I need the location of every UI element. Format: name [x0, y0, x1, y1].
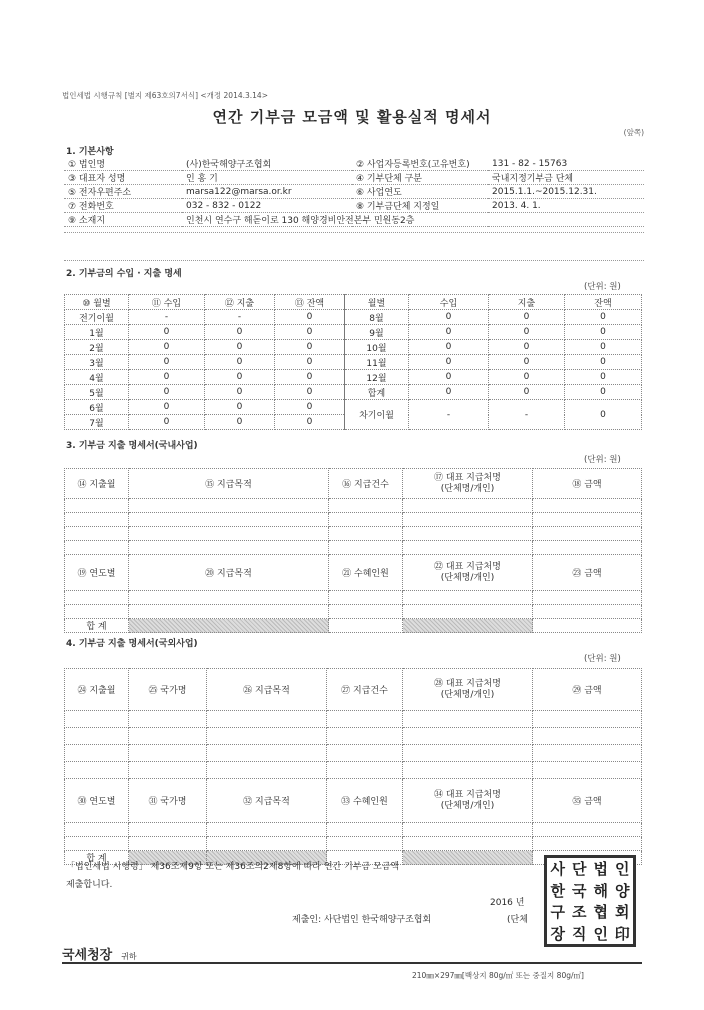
overseas-h-year: ㉚ 연도별: [65, 779, 129, 823]
seal-character: 직: [572, 924, 587, 943]
section-1-title: 1. 기본사항: [66, 147, 114, 157]
basic-info-l-value: marsa122@marsa.or.kr: [182, 185, 352, 199]
carry-forward-cell: -: [409, 400, 489, 430]
income-cell: 0: [205, 340, 275, 355]
seal-character: 법: [593, 860, 608, 879]
basic-info-r-label: ⑥ 사업연도: [352, 185, 488, 199]
income-cell: 9월: [345, 325, 409, 340]
income-cell: 0: [565, 325, 642, 340]
income-cell: 0: [565, 385, 642, 400]
basic-info-address-row: [64, 213, 644, 227]
domestic-h-recipient-2: ㉒ 대표 지급처명 (단체명/개인): [403, 555, 533, 591]
section-4-title: 4. 기부금 지출 명세서(국외사업): [66, 639, 198, 649]
domestic-header-row-1: [65, 469, 642, 499]
seal-hint: (단체: [507, 915, 528, 925]
basic-info-r-label: ⑧ 기부금단체 지정일: [352, 199, 488, 213]
basic-info-table: [64, 157, 644, 227]
domestic-h-beneficiaries: ㉑ 수혜인원: [329, 555, 403, 591]
income-cell: 0: [565, 310, 642, 325]
recipient: 국세청장: [62, 948, 113, 963]
seal-character: 사: [550, 860, 565, 879]
income-header-cell: ⑪ 수입: [129, 295, 205, 310]
basic-info-row: [64, 199, 644, 213]
seal-character: 협: [593, 903, 608, 922]
document-title: 연간 기부금 모금액 및 활용실적 명세서: [212, 108, 492, 126]
seal-character: 印: [614, 924, 630, 943]
domestic-total-label: 합 계: [65, 619, 129, 633]
overseas-total-label: 합 계: [65, 851, 129, 865]
domestic-h-year: ⑲ 연도별: [65, 555, 129, 591]
income-cell: 0: [129, 400, 205, 415]
carry-forward-cell: 차기이월: [345, 400, 409, 430]
income-cell: 0: [489, 310, 565, 325]
section-3-unit: (단위: 원): [584, 455, 621, 465]
income-cell: 0: [409, 325, 489, 340]
income-cell: 0: [205, 355, 275, 370]
basic-info-r-label: ④ 기부단체 구분: [352, 171, 488, 185]
income-cell: 0: [489, 355, 565, 370]
income-row: [65, 370, 642, 385]
income-cell: 0: [205, 415, 275, 430]
income-cell: -: [129, 310, 205, 325]
income-cell: 6월: [65, 400, 129, 415]
recipient-suffix: 귀하: [121, 952, 137, 961]
submission-year: 2016 년: [490, 898, 525, 908]
income-cell: 0: [205, 385, 275, 400]
income-cell: 0: [205, 400, 275, 415]
basic-info-l-value: 032 - 832 - 0122: [182, 199, 352, 213]
domestic-h-count: ⑯ 지급건수: [329, 469, 403, 499]
domestic-expense-table: [64, 468, 642, 633]
income-header-cell: 잔액: [565, 295, 642, 310]
income-cell: 5월: [65, 385, 129, 400]
overseas-h-purpose-2: ㉜ 지급목적: [207, 779, 327, 823]
overseas-header-row-1: [65, 669, 642, 711]
income-cell: 0: [129, 340, 205, 355]
statement-line-2: 제출합니다.: [66, 880, 113, 890]
basic-info-r-label: ② 사업자등록번호(고유번호): [352, 157, 488, 171]
income-cell: 0: [275, 325, 345, 340]
overseas-h-amount-2: ㉟ 금액: [533, 779, 642, 823]
income-expense-table: [64, 294, 642, 430]
basic-info-l-label: ① 법인명: [64, 157, 182, 171]
income-cell: 3월: [65, 355, 129, 370]
domestic-h-purpose-2: ⑳ 지급목적: [129, 555, 329, 591]
income-cell: 0: [409, 355, 489, 370]
income-cell: 0: [129, 325, 205, 340]
domestic-h-purpose: ⑮ 지급목적: [129, 469, 329, 499]
seal-character: 장: [550, 924, 565, 943]
basic-info-l-label: ③ 대표자 성명: [64, 171, 182, 185]
income-cell: 0: [205, 325, 275, 340]
section-2-unit: (단위: 원): [584, 282, 621, 292]
domestic-h-month: ⑭ 지출월: [65, 469, 129, 499]
section-2-title: 2. 기부금의 수입 · 지출 명세: [66, 269, 182, 279]
domestic-h-amount-2: ㉓ 금액: [533, 555, 642, 591]
income-cell: 0: [275, 310, 345, 325]
income-cell: 0: [129, 385, 205, 400]
seal-character: 구: [550, 903, 565, 922]
income-header-cell: 월별: [345, 295, 409, 310]
overseas-h-country-2: ㉛ 국가명: [129, 779, 207, 823]
basic-info-r-value: 2013. 4. 1.: [488, 199, 644, 213]
section-4-unit: (단위: 원): [584, 654, 621, 664]
income-cell: 10월: [345, 340, 409, 355]
income-cell: 1월: [65, 325, 129, 340]
seal-character: 해: [593, 881, 608, 900]
income-cell: 11월: [345, 355, 409, 370]
income-header-cell: ⑫ 지출: [205, 295, 275, 310]
income-cell: 합계: [345, 385, 409, 400]
domestic-header-row-2: [65, 555, 642, 591]
seal-character: 회: [615, 903, 630, 922]
income-cell: 12월: [345, 370, 409, 385]
overseas-header-row-2: [65, 779, 642, 823]
income-cell: 0: [275, 355, 345, 370]
form-side-label: (앞쪽): [623, 128, 644, 137]
income-row: [65, 400, 642, 415]
income-cell: 0: [275, 385, 345, 400]
income-cell: 0: [565, 355, 642, 370]
basic-info-r-value: 2015.1.1.~2015.12.31.: [488, 185, 644, 199]
submitter: 제출인: 사단법인 한국해양구조협회: [292, 915, 432, 925]
overseas-h-country: ㉕ 국가명: [129, 669, 207, 711]
overseas-h-recipient-2: ㉞ 대표 지급처명 (단체명/개인): [403, 779, 533, 823]
income-cell: -: [205, 310, 275, 325]
address-label: ⑨ 소재지: [64, 213, 182, 227]
basic-info-row: [64, 171, 644, 185]
income-cell: 0: [565, 370, 642, 385]
income-cell: 0: [205, 370, 275, 385]
income-cell: 0: [489, 325, 565, 340]
address-value: 인천시 연수구 해돋이로 130 해양경비안전본부 민원동2층: [182, 213, 644, 227]
income-cell: 7월: [65, 415, 129, 430]
income-cell: 0: [489, 340, 565, 355]
income-header-cell: ⑩ 월별: [65, 295, 129, 310]
overseas-expense-table: [64, 668, 642, 865]
income-cell: 0: [489, 385, 565, 400]
basic-info-l-value: (사)한국해양구조협회: [182, 157, 352, 171]
overseas-h-count: ㉗ 지급건수: [327, 669, 403, 711]
overseas-h-recipient: ㉘ 대표 지급처명 (단체명/개인): [403, 669, 533, 711]
domestic-h-amount: ⑱ 금액: [533, 469, 642, 499]
income-row: [65, 340, 642, 355]
income-cell: 0: [129, 370, 205, 385]
official-seal: [544, 855, 636, 947]
income-cell: 0: [409, 370, 489, 385]
income-cell: 4월: [65, 370, 129, 385]
domestic-h-recipient: ⑰ 대표 지급처명 (단체명/개인): [403, 469, 533, 499]
section-3-title: 3. 기부금 지출 명세서(국내사업): [66, 441, 198, 451]
income-cell: 0: [275, 400, 345, 415]
income-cell: 0: [129, 415, 205, 430]
income-row: [65, 355, 642, 370]
basic-info-row: [64, 185, 644, 199]
carry-forward-cell: 0: [565, 400, 642, 430]
basic-info-l-label: ⑤ 전자우편주소: [64, 185, 182, 199]
overseas-h-month: ㉔ 지출월: [65, 669, 129, 711]
income-cell: 0: [409, 385, 489, 400]
income-row: [65, 385, 642, 400]
seal-character: 인: [615, 860, 630, 879]
income-cell: 0: [489, 370, 565, 385]
income-cell: 0: [275, 340, 345, 355]
income-cell: 0: [565, 340, 642, 355]
seal-character: 한: [550, 881, 565, 900]
income-row: [65, 310, 642, 325]
income-cell: 전기이월: [65, 310, 129, 325]
domestic-total-row: [65, 619, 642, 633]
seal-character: 단: [572, 860, 587, 879]
statement-line-1: 「법인세법 시행령」 제36조제9항 또는 제36조의2제8항에 따라 연간 기부금 모금액: [66, 862, 400, 872]
income-header-row: [65, 295, 642, 310]
seal-character: 조: [572, 903, 587, 922]
carry-forward-cell: -: [489, 400, 565, 430]
seal-character: 인: [593, 924, 608, 943]
seal-character: 국: [572, 881, 587, 900]
income-cell: 0: [275, 415, 345, 430]
basic-info-r-value: 131 - 82 - 15763: [488, 157, 644, 171]
basic-info-l-label: ⑦ 전화번호: [64, 199, 182, 213]
income-header-cell: ⑬ 잔액: [275, 295, 345, 310]
income-row: [65, 325, 642, 340]
basic-info-r-value: 국내지정기부금 단체: [488, 171, 644, 185]
income-cell: 2월: [65, 340, 129, 355]
overseas-h-purpose: ㉖ 지급목적: [207, 669, 327, 711]
income-header-cell: 수입: [409, 295, 489, 310]
basic-info-row: [64, 157, 644, 171]
basic-info-l-value: 인 홍 기: [182, 171, 352, 185]
regulation-reference: 법인세법 시행규칙 [별지 제63호의7서식] <개정 2014.3.14>: [62, 91, 268, 100]
income-header-cell: 지출: [489, 295, 565, 310]
income-cell: 0: [275, 370, 345, 385]
income-cell: 0: [409, 310, 489, 325]
income-cell: 0: [409, 340, 489, 355]
seal-character: 양: [615, 881, 630, 900]
income-cell: 8월: [345, 310, 409, 325]
overseas-h-amount: ㉙ 금액: [533, 669, 642, 711]
paper-spec: 210㎜×297㎜[백상지 80g/㎡ 또는 중질지 80g/㎡]: [412, 971, 584, 980]
income-cell: 0: [129, 355, 205, 370]
overseas-h-beneficiaries: ㉝ 수혜인원: [327, 779, 403, 823]
